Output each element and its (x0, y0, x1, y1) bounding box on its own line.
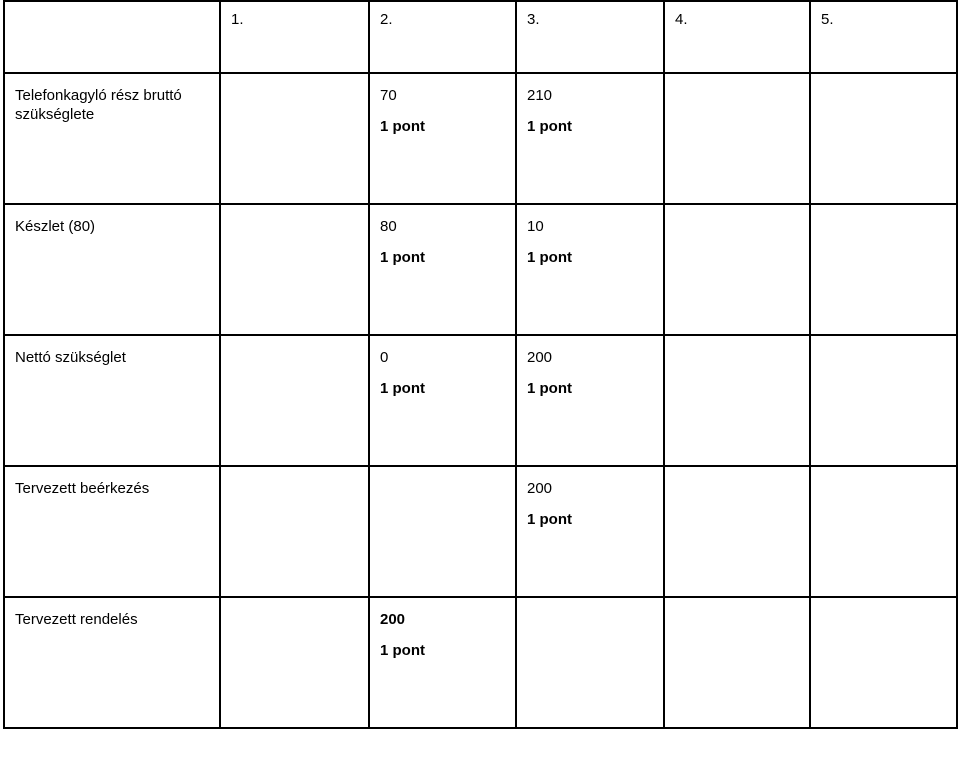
value-cell (369, 335, 516, 466)
row-label-cell (4, 335, 220, 466)
empty-cell (220, 466, 369, 597)
table-row (4, 335, 957, 466)
table-row (4, 73, 957, 204)
cell-points: 1 pont (380, 642, 425, 659)
value-cell (369, 204, 516, 335)
table-row (4, 597, 957, 728)
row-label-cell (4, 466, 220, 597)
empty-cell (220, 597, 369, 728)
row-label-cell (4, 204, 220, 335)
cell-points: 1 pont (527, 511, 572, 528)
cell-value: 200 (527, 480, 553, 497)
empty-cell (810, 73, 957, 204)
empty-cell (220, 204, 369, 335)
cell-points: 1 pont (380, 118, 425, 135)
row-label: Tervezett beérkezés (15, 480, 150, 497)
value-cell (516, 466, 664, 597)
empty-cell (810, 466, 957, 597)
cell-points: 1 pont (527, 249, 572, 266)
row-label: Tervezett rendelés (15, 611, 138, 628)
mrp-table (3, 0, 958, 729)
empty-cell (220, 335, 369, 466)
header-col-1: 1. (220, 1, 369, 73)
empty-cell (810, 204, 957, 335)
table-row (4, 466, 957, 597)
empty-cell (220, 73, 369, 204)
header-col-2: 2. (369, 1, 516, 73)
empty-cell (664, 73, 810, 204)
header-col-3: 3. (516, 1, 664, 73)
empty-cell (664, 597, 810, 728)
cell-points: 1 pont (527, 380, 572, 397)
table-row (4, 204, 957, 335)
empty-cell (369, 466, 516, 597)
value-cell (516, 204, 664, 335)
value-cell (369, 597, 516, 728)
cell-value: 200 (527, 349, 553, 366)
row-label: Nettó szükséglet (15, 349, 126, 366)
row-label-cell (4, 597, 220, 728)
cell-value: 10 (527, 218, 544, 235)
value-cell (516, 335, 664, 466)
header-empty-cell (4, 1, 220, 73)
empty-cell (664, 466, 810, 597)
cell-value: 70 (380, 87, 397, 104)
cell-points: 1 pont (380, 380, 425, 397)
cell-value: 80 (380, 218, 397, 235)
value-cell (516, 73, 664, 204)
value-cell (369, 73, 516, 204)
cell-value: 210 (527, 87, 553, 104)
cell-points: 1 pont (380, 249, 425, 266)
empty-cell (516, 597, 664, 728)
header-row (4, 1, 957, 73)
cell-points: 1 pont (527, 118, 572, 135)
header-col-5: 5. (810, 1, 957, 73)
row-label: Telefonkagyló rész bruttó szükséglete (15, 87, 182, 123)
empty-cell (664, 204, 810, 335)
header-col-4: 4. (664, 1, 810, 73)
empty-cell (664, 335, 810, 466)
row-label-cell (4, 73, 220, 204)
cell-value: 0 (380, 349, 389, 366)
row-label: Készlet (80) (15, 218, 96, 235)
empty-cell (810, 597, 957, 728)
cell-value: 200 (380, 611, 406, 628)
empty-cell (810, 335, 957, 466)
